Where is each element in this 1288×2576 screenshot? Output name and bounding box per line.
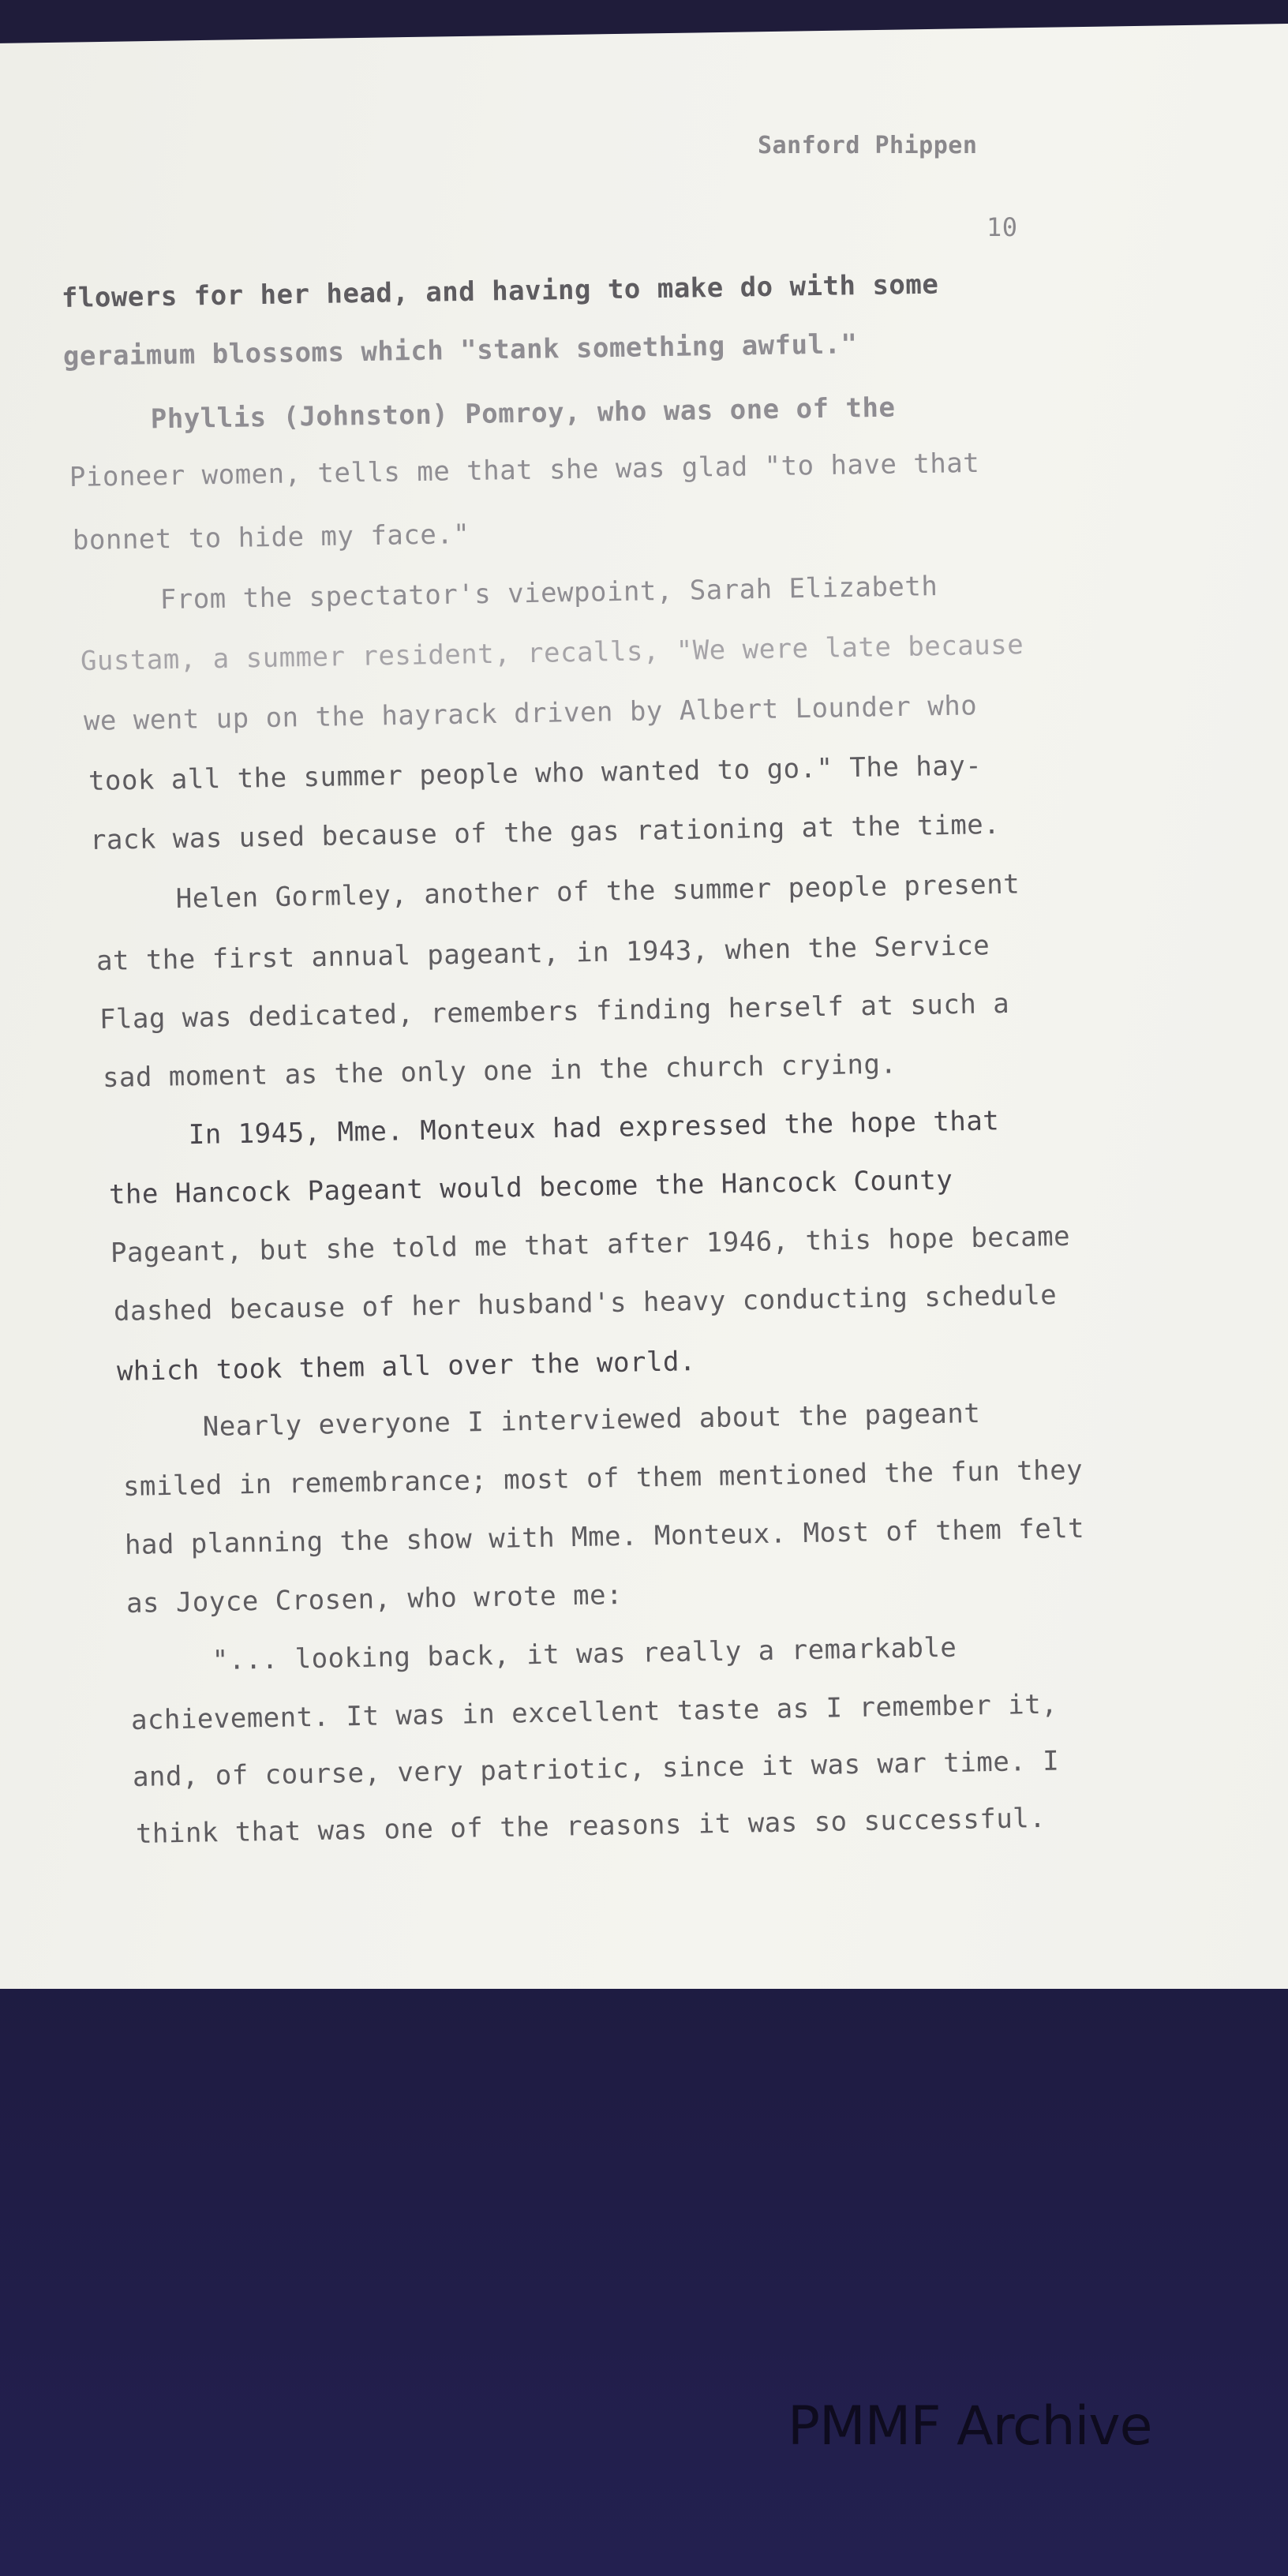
body-line: had planning the show with Mme. Monteux. Most of them felt xyxy=(124,1512,1085,1561)
body-line: Helen Gormley, another of the summer people present xyxy=(92,868,1020,916)
body-line: achievement. It was in excellent taste as I remember it, xyxy=(130,1688,1058,1736)
body-line: sad moment as the only one in the church crying. xyxy=(102,1048,897,1094)
body-line: Phyllis (Johnston) Pomroy, who was one of the xyxy=(67,391,896,436)
body-line: took all the summer people who wanted to go." The hay- xyxy=(88,750,983,797)
body-line: at the first annual pageant, in 1943, when the Service xyxy=(95,930,990,977)
body-line: Flag was dedicated, remembers finding herself at such a xyxy=(99,987,1010,1035)
body-line: the Hancock Pageant would become the Hancock County xyxy=(108,1164,953,1211)
author-header: Sanford Phippen xyxy=(758,132,978,159)
body-line: dashed because of her husband's heavy conducting schedule xyxy=(113,1279,1058,1327)
body-line: In 1945, Mme. Monteux had expressed the hope that xyxy=(105,1105,1000,1152)
archive-watermark: PMMF Archive xyxy=(788,2395,1152,2458)
body-line: Pageant, but she told me that after 1946, this hope became xyxy=(110,1220,1071,1269)
body-line: rack was used because of the gas rationing at the time. xyxy=(89,808,1001,856)
body-line: think that was one of the reasons it was so successful. xyxy=(135,1802,1046,1850)
page-number: 10 xyxy=(987,212,1018,242)
body-line: and, of course, very patriotic, since it was war time. I xyxy=(132,1745,1060,1793)
body-line: Nearly everyone I interviewed about the pageant xyxy=(119,1397,981,1444)
body-line: Gustam, a summer resident, recalls, "We were late because xyxy=(80,629,1024,677)
body-line: Pioneer women, tells me that she was glad "to have that xyxy=(69,447,980,493)
body-line: smiled in remembrance; most of them mentioned the fun they xyxy=(122,1454,1084,1503)
body-line: we went up on the hayrack driven by Albert Lounder who xyxy=(83,690,978,737)
body-line: From the spectator's viewpoint, Sarah Elizabeth xyxy=(77,570,938,617)
body-line: which took them all over the world. xyxy=(116,1346,697,1387)
body-line: geraimum blossoms which "stank something awful." xyxy=(62,328,858,373)
body-line: "... looking back, it was really a remarkable xyxy=(129,1631,957,1678)
body-line: flowers for her head, and having to make do with some xyxy=(61,268,939,314)
body-line: bonnet to hide my face." xyxy=(72,519,470,556)
body-line: as Joyce Crosen, who wrote me: xyxy=(125,1579,623,1619)
